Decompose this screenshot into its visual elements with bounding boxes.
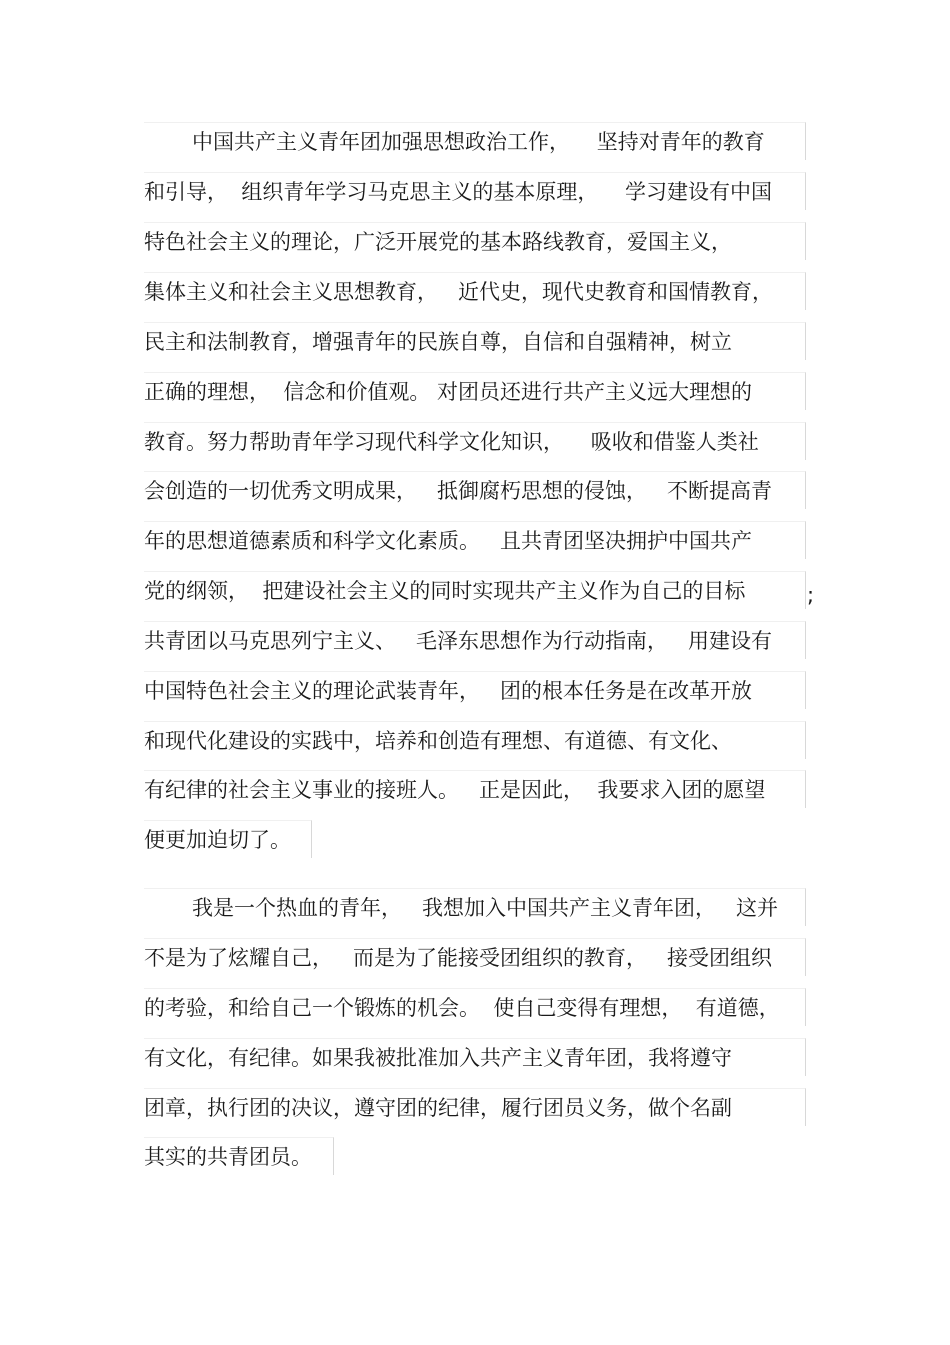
text-line: 年的思想道德素质和科学文化素质。 且共青团坚决拥护中国共产 <box>144 521 806 559</box>
text-line: 特色社会主义的理论，广泛开展党的基本路线教育，爱国主义， <box>144 222 806 260</box>
text-line: 中国特色社会主义的理论武装青年， 团的根本任务是在改革开放 <box>144 671 806 709</box>
text-line: 正确的理想， 信念和价值观。 对团员还进行共产主义远大理想的 <box>144 372 806 410</box>
stray-semicolon: ; <box>807 583 815 607</box>
text-line: 会创造的一切优秀文明成果， 抵御腐朽思想的侵蚀， 不断提高青 <box>144 471 806 509</box>
text-line: 不是为了炫耀自己， 而是为了能接受团组织的教育， 接受团组织 <box>144 938 806 976</box>
text-line: 便更加迫切了。 <box>144 820 312 858</box>
text-line: 和现代化建设的实践中，培养和创造有理想、有道德、有文化、 <box>144 721 806 759</box>
text-line: 和引导， 组织青年学习马克思主义的基本原理， 学习建设有中国 <box>144 172 806 210</box>
text-line: 其实的共青团员。 <box>144 1137 334 1175</box>
text-line: 团章，执行团的决议，遵守团的纪律，履行团员义务，做个名副 <box>144 1088 806 1126</box>
text-line: 中国共产主义青年团加强思想政治工作， 坚持对青年的教育 <box>144 122 806 160</box>
text-line: 共青团以马克思列宁主义、 毛泽东思想作为行动指南， 用建设有 <box>144 621 806 659</box>
text-line: 党的纲领， 把建设社会主义的同时实现共产主义作为自己的目标 <box>144 571 806 609</box>
text-line: 集体主义和社会主义思想教育， 近代史，现代史教育和国情教育， <box>144 272 806 310</box>
text-line: 有文化，有纪律。如果我被批准加入共产主义青年团，我将遵守 <box>144 1038 806 1076</box>
text-line: 我是一个热血的青年， 我想加入中国共产主义青年团， 这并 <box>144 888 806 926</box>
text-line: 民主和法制教育，增强青年的民族自尊，自信和自强精神，树立 <box>144 322 806 360</box>
text-line: 教育。努力帮助青年学习现代科学文化知识， 吸收和借鉴人类社 <box>144 422 806 460</box>
text-line: 的考验，和给自己一个锻炼的机会。 使自己变得有理想， 有道德， <box>144 988 806 1026</box>
text-line: 有纪律的社会主义事业的接班人。 正是因此， 我要求入团的愿望 <box>144 770 806 808</box>
